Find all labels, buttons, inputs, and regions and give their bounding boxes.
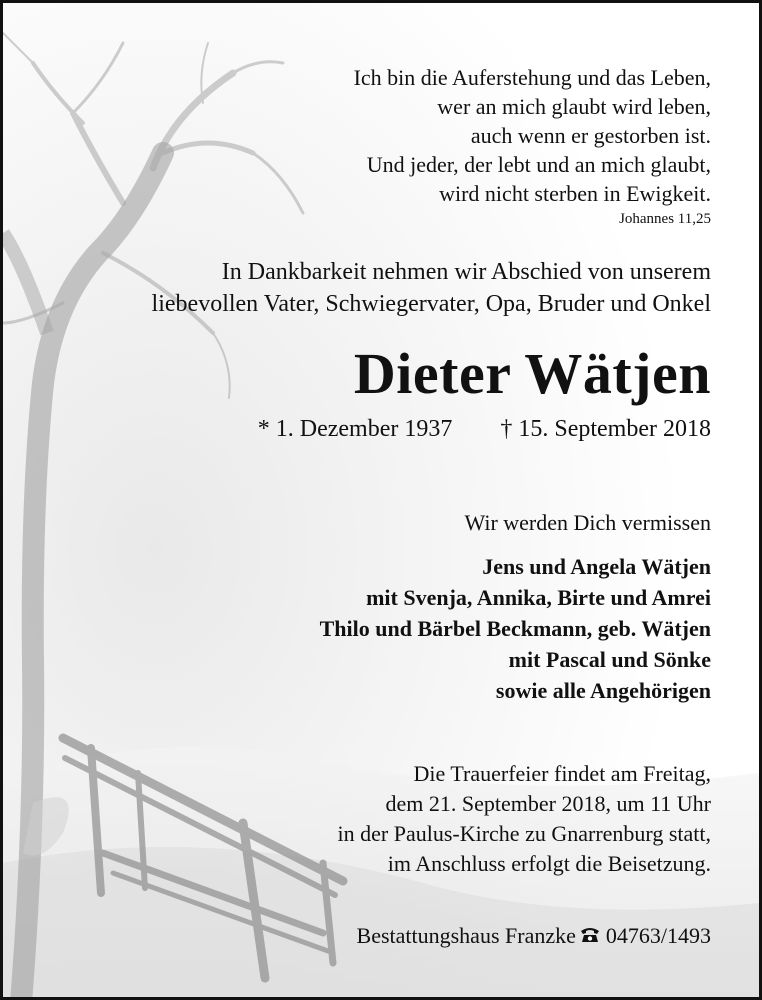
telephone-icon bbox=[580, 921, 600, 951]
service-line: Die Trauerfeier findet am Freitag, bbox=[413, 761, 711, 786]
mourners-list bbox=[320, 551, 711, 706]
mourner-line: Thilo und Bärbel Beckmann, geb. Wätjen bbox=[319, 616, 711, 641]
verse-line: Ich bin die Auferstehung und das Leben, bbox=[353, 65, 711, 90]
intro-line: liebevollen Vater, Schwiegervater, Opa, Bruder und Onkel bbox=[151, 291, 711, 317]
intro-line: In Dankbarkeit nehmen wir Abschied von unserem bbox=[221, 259, 711, 285]
deceased-name: Dieter Wätjen bbox=[353, 341, 711, 406]
mourner-line: mit Svenja, Annika, Birte und Amrei bbox=[366, 585, 711, 610]
mourner-line: mit Pascal und Sönke bbox=[508, 647, 711, 672]
death-date: † 15. September 2018 bbox=[500, 416, 711, 442]
birth-date: * 1. Dezember 1937 bbox=[257, 416, 453, 442]
intro-text bbox=[152, 256, 711, 320]
verse-line: Und jeder, der lebt und an mich glaubt, bbox=[366, 152, 711, 177]
life-dates bbox=[258, 413, 711, 445]
verse-line: wer an mich glaubt wird leben, bbox=[437, 94, 711, 119]
mourner-line: sowie alle Angehörigen bbox=[495, 678, 711, 703]
farewell-line: Wir werden Dich vermissen bbox=[464, 510, 711, 535]
verse-line: auch wenn er gestorben ist. bbox=[470, 123, 711, 148]
service-line: im Anschluss erfolgt die Beisetzung. bbox=[387, 851, 711, 876]
service-line: dem 21. September 2018, um 11 Uhr bbox=[385, 791, 711, 816]
service-line: in der Paulus-Kirche zu Gnarrenburg statt, bbox=[337, 821, 711, 846]
mourner-line: Jens und Angela Wätjen bbox=[482, 554, 711, 579]
verse-line: wird nicht sterben in Ewigkeit. bbox=[439, 181, 711, 206]
bible-verse bbox=[354, 63, 711, 230]
service-info bbox=[338, 759, 711, 879]
verse-reference: Johannes 11,25 bbox=[619, 211, 711, 227]
undertaker-name: Bestattungshaus Franzke bbox=[356, 923, 576, 948]
undertaker-info bbox=[357, 921, 711, 951]
undertaker-phone: 04763/1493 bbox=[605, 923, 711, 948]
